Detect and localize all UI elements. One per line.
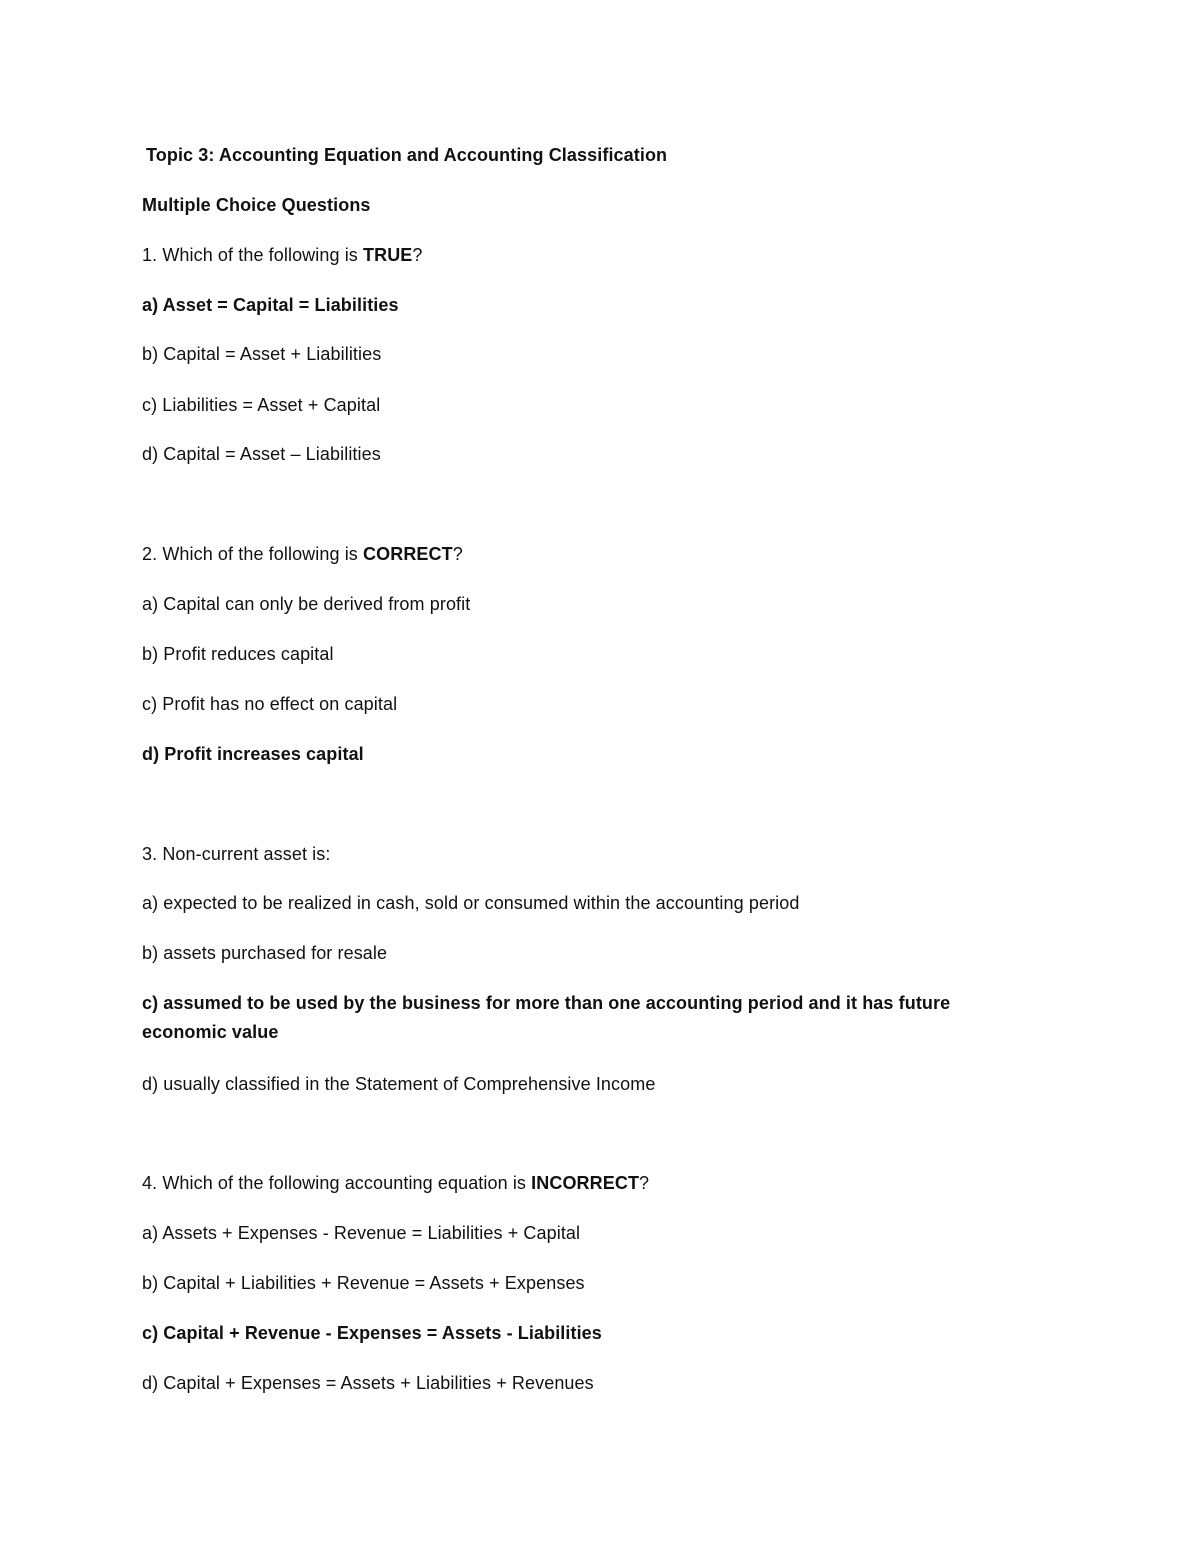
question-2-option-a: a) Capital can only be derived from profit xyxy=(142,594,471,614)
question-1-emphasis: TRUE xyxy=(363,245,413,265)
question-2-option-c: c) Profit has no effect on capital xyxy=(142,694,398,714)
topic-title: Topic 3: Accounting Equation and Accounting Classification xyxy=(146,145,668,165)
question-4-emphasis: INCORRECT xyxy=(531,1173,640,1193)
question-2-option-d: d) Profit increases capital xyxy=(142,744,364,764)
question-1-suffix: ? xyxy=(412,245,423,265)
question-2-suffix: ? xyxy=(452,544,463,564)
question-2-text: 2. Which of the following is xyxy=(142,544,364,564)
question-4-option-d: d) Capital + Expenses = Assets + Liabilities + Revenues xyxy=(142,1373,594,1393)
question-1 xyxy=(142,241,423,270)
question-1-option-a: a) Asset = Capital = Liabilities xyxy=(142,295,399,315)
question-3-option-d: d) usually classified in the Statement of Comprehensive Income xyxy=(142,1074,656,1094)
question-3-option-c: c) assumed to be used by the business for more than one accounting period and it has future economic value xyxy=(142,993,951,1042)
question-4-option-c: c) Capital + Revenue - Expenses = Assets - Liabilities xyxy=(142,1323,602,1343)
question-3-option-b: b) assets purchased for resale xyxy=(142,943,388,963)
question-3-option-a: a) expected to be realized in cash, sold or consumed within the accounting period xyxy=(142,893,800,913)
question-2 xyxy=(142,540,463,569)
question-4-option-a: a) Assets + Expenses - Revenue = Liabilities + Capital xyxy=(142,1223,581,1243)
question-1-option-b: b) Capital = Asset + Liabilities xyxy=(142,344,382,364)
question-1-text: 1. Which of the following is xyxy=(142,245,364,265)
question-4-suffix: ? xyxy=(639,1173,650,1193)
question-2-emphasis: CORRECT xyxy=(363,544,453,564)
question-4-option-b: b) Capital + Liabilities + Revenue = Assets + Expenses xyxy=(142,1273,585,1293)
question-4 xyxy=(142,1169,649,1198)
question-1-option-c: c) Liabilities = Asset + Capital xyxy=(142,395,381,415)
section-heading: Multiple Choice Questions xyxy=(142,195,371,215)
question-4-text: 4. Which of the following accounting equation is xyxy=(142,1173,532,1193)
question-1-option-d: d) Capital = Asset – Liabilities xyxy=(142,444,381,464)
question-3: 3. Non-current asset is: xyxy=(142,844,331,864)
question-2-option-b: b) Profit reduces capital xyxy=(142,644,334,664)
